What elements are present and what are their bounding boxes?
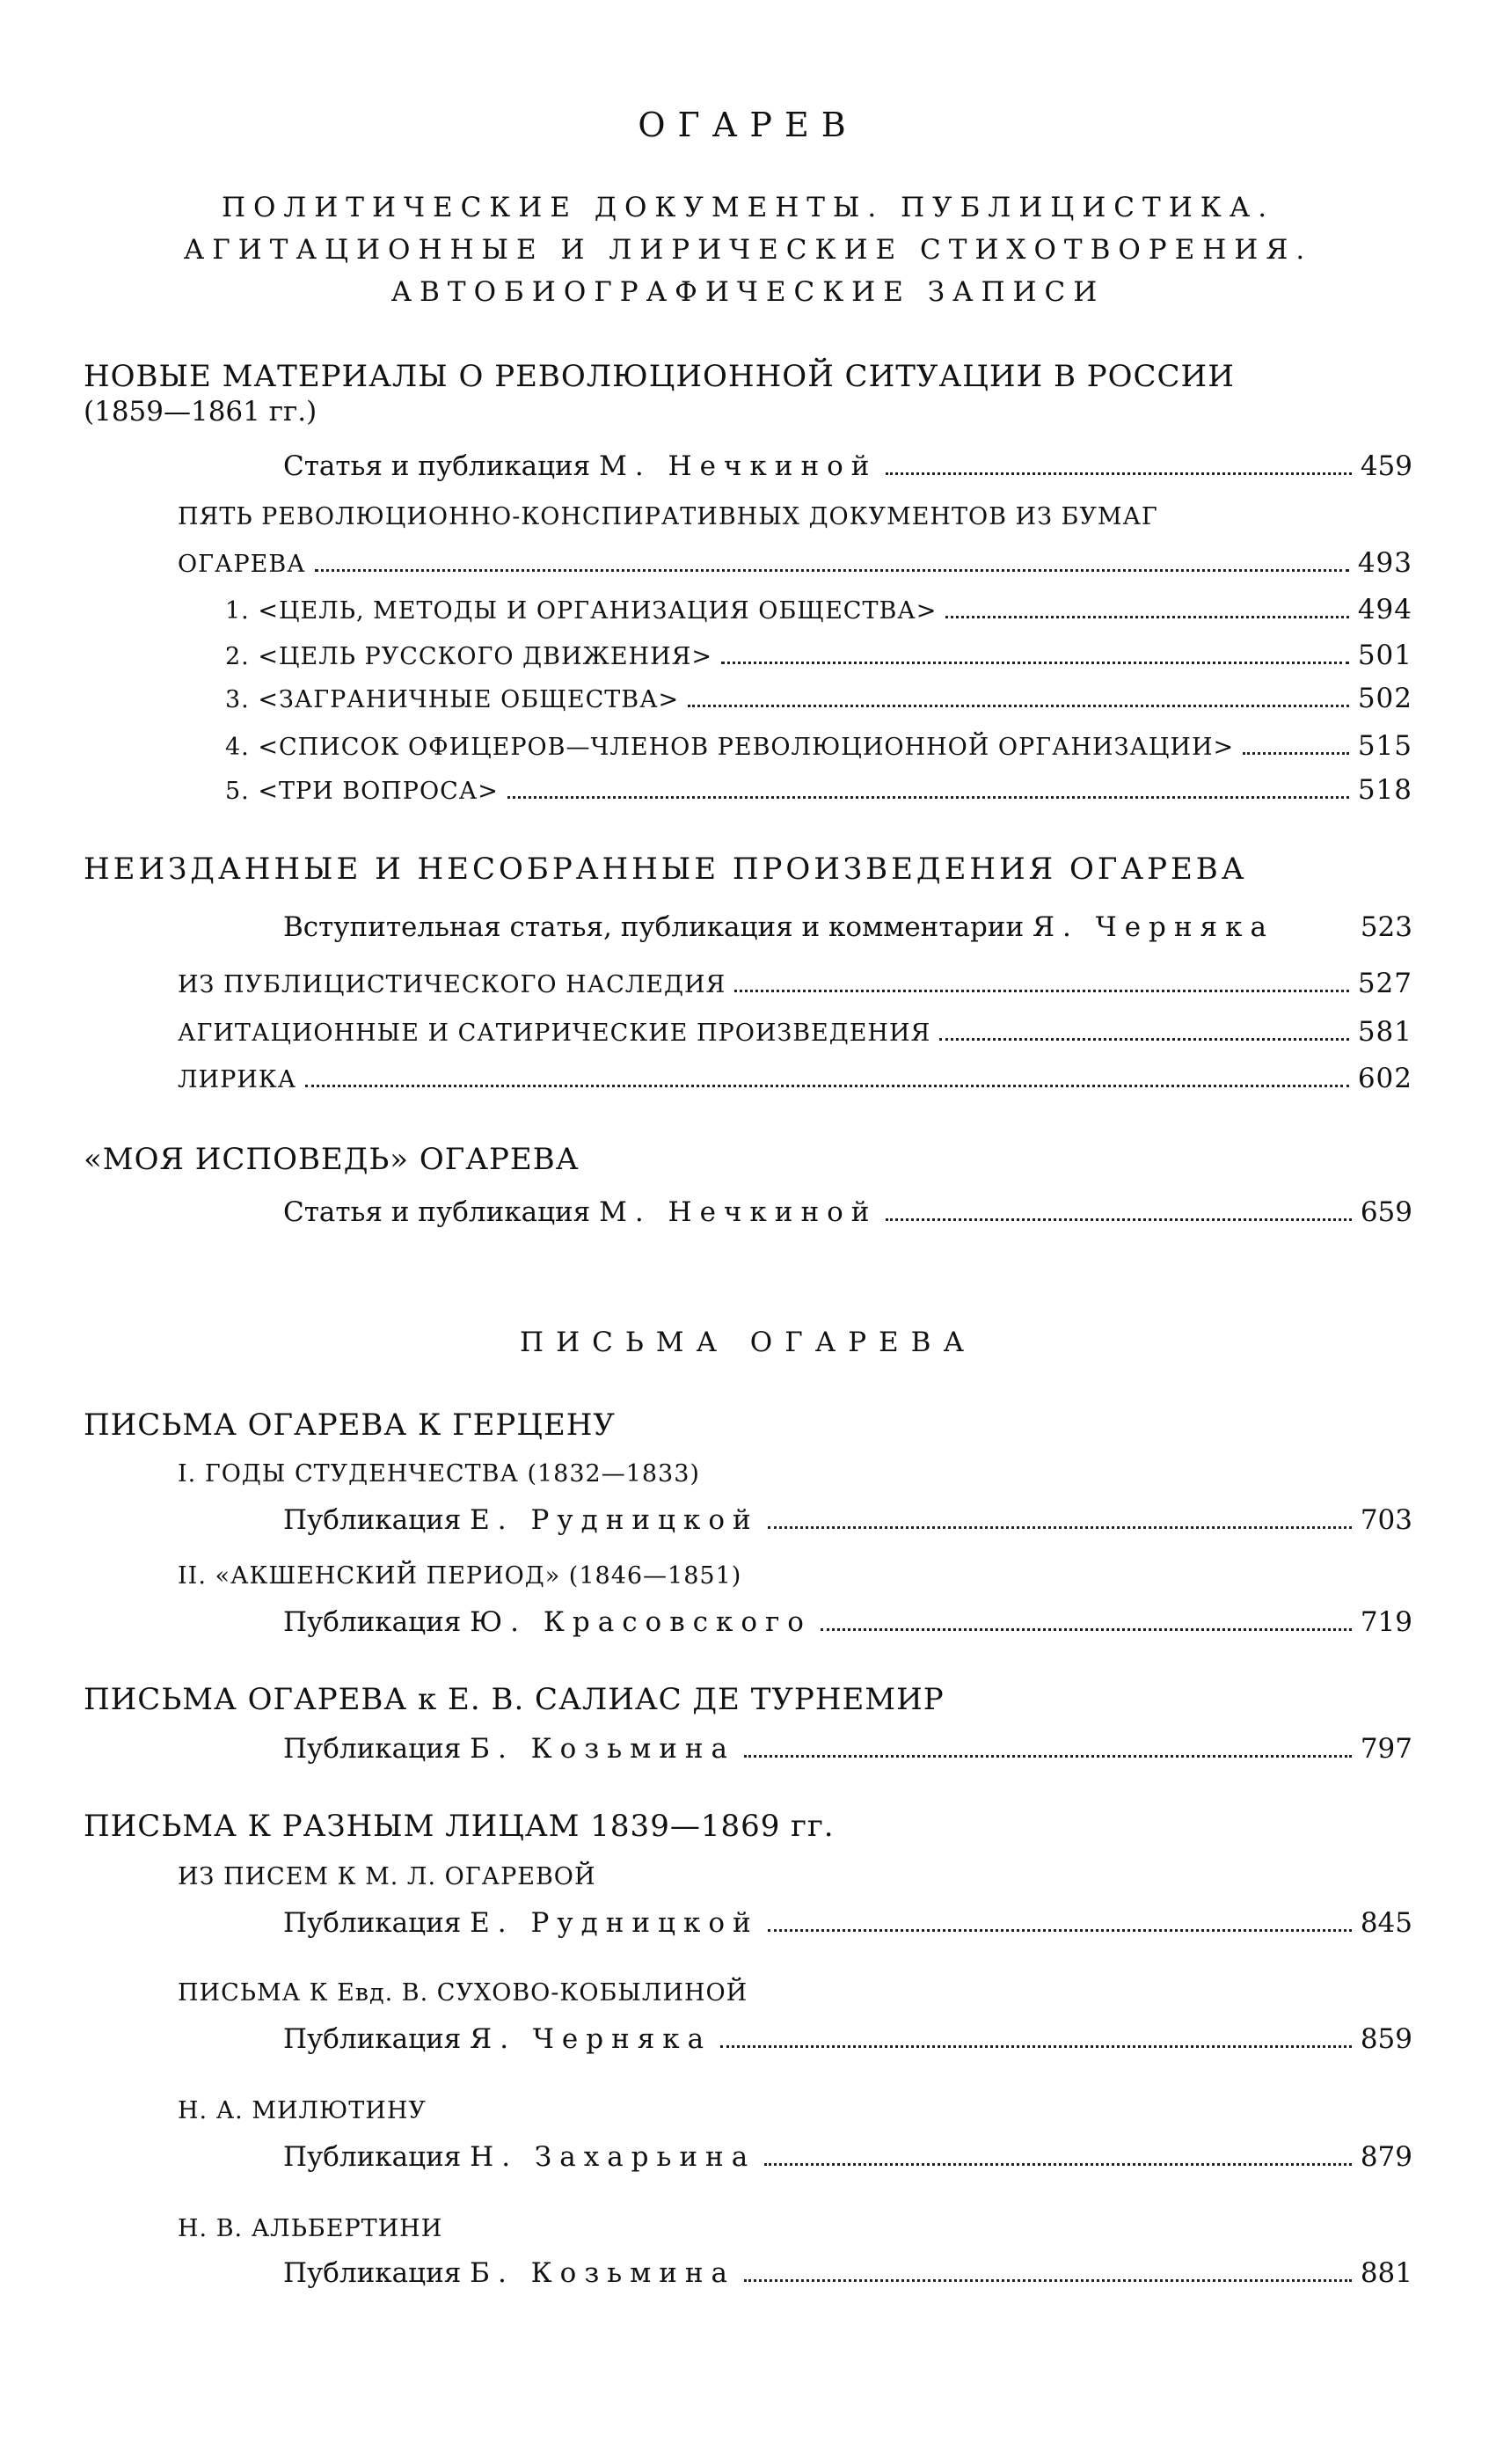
page-number: 859: [1360, 2023, 1412, 2055]
section-heading-revolutionary-situation: НОВЫЕ МАТЕРИАЛЫ О РЕВОЛЮЦИОННОЙ СИТУАЦИИ В РОССИИ: [84, 359, 1235, 394]
section-heading-letters-to-salias: ПИСЬМА ОГАРЕВА к Е. В. САЛИАС ДЕ ТУРНЕМИР: [84, 1682, 945, 1717]
toc-entry[interactable]: [178, 968, 1412, 999]
dot-leader: [821, 1628, 1352, 1631]
dot-leader: [886, 472, 1351, 475]
entry-author: Н. Захарьина: [470, 2141, 756, 2173]
subsection-heading: Н. В. АЛЬБЕРТИНИ: [178, 2215, 443, 2242]
toc-entry[interactable]: [283, 1504, 1412, 1536]
toc-entry[interactable]: [178, 547, 1412, 579]
entry-author: Б. Козьмина: [470, 1733, 736, 1765]
toc-entry[interactable]: [283, 450, 1412, 482]
subtitle-line-1: ПОЛИТИЧЕСКИЕ ДОКУМЕНТЫ. ПУБЛИЦИСТИКА.: [221, 192, 1275, 223]
entry-label: Публикация: [283, 1907, 462, 1939]
subsection-heading: I. ГОДЫ СТУДЕНЧЕСТВА (1832—1833): [178, 1460, 700, 1488]
entry-label: 4. <СПИСОК ОФИЦЕРОВ—ЧЛЕНОВ РЕВОЛЮЦИОННОЙ ОРГАНИЗАЦИИ>: [225, 734, 1235, 761]
toc-entry[interactable]: [283, 1907, 1412, 1939]
page-number: 797: [1360, 1733, 1412, 1765]
section-heading-my-confession: «МОЯ ИСПОВЕДЬ» ОГАРЕВА: [84, 1142, 580, 1177]
page-number: 659: [1360, 1196, 1412, 1228]
entry-label: ОГАРЕВА: [178, 551, 306, 578]
group-title-line-1: ПЯТЬ РЕВОЛЮЦИОННО-КОНСПИРАТИВНЫХ ДОКУМЕНТОВ ИЗ БУМАГ: [178, 503, 1158, 530]
page-number: 459: [1360, 450, 1412, 482]
dot-leader: [305, 1085, 1349, 1087]
dot-leader: [734, 990, 1349, 992]
entry-label: Публикация: [283, 2023, 462, 2055]
dot-leader: [315, 569, 1349, 572]
page-number: 879: [1360, 2141, 1412, 2173]
subtitle-line-2: АГИТАЦИОННЫЕ И ЛИРИЧЕСКИЕ СТИХОТВОРЕНИЯ.: [183, 234, 1313, 266]
page-number: 501: [1357, 640, 1412, 671]
dot-leader: [768, 1526, 1352, 1529]
dot-leader: [1243, 752, 1349, 755]
dot-leader: [688, 705, 1349, 707]
entry-label: Публикация: [283, 1733, 462, 1765]
entry-author: Е. Рудницкой: [470, 1907, 759, 1939]
entry-author: Я. Черняка: [1033, 911, 1274, 943]
toc-entry[interactable]: [283, 911, 1412, 943]
subsection-heading: Н. А. МИЛЮТИНУ: [178, 2097, 427, 2124]
dot-leader: [721, 662, 1349, 664]
toc-entry[interactable]: [283, 2141, 1412, 2173]
dot-leader: [744, 1755, 1352, 1758]
subsection-heading: ИЗ ПИСЕМ К М. Л. ОГАРЕВОЙ: [178, 1863, 596, 1890]
page-number: 581: [1357, 1016, 1412, 1048]
toc-entry[interactable]: [225, 594, 1412, 625]
toc-entry[interactable]: [178, 1016, 1412, 1048]
entry-label: Публикация: [283, 1606, 462, 1638]
toc-entry[interactable]: [225, 774, 1412, 806]
page-number: 881: [1360, 2257, 1412, 2289]
subsection-heading: ПИСЬМА К Евд. В. СУХОВО-КОБЫЛИНОЙ: [178, 1979, 748, 2007]
entry-label: 1. <ЦЕЛЬ, МЕТОДЫ И ОРГАНИЗАЦИЯ ОБЩЕСТВА>: [225, 597, 938, 625]
entry-author: Б. Козьмина: [470, 2257, 736, 2289]
page-number: 602: [1357, 1063, 1412, 1094]
entry-label: Статья и публикация: [283, 1196, 591, 1228]
entry-label: Публикация: [283, 1504, 462, 1536]
dot-leader: [744, 2279, 1352, 2282]
entry-label: Публикация: [283, 2141, 462, 2173]
page-number: 523: [1360, 911, 1412, 943]
toc-entry[interactable]: [283, 2257, 1412, 2289]
entry-label: 3. <ЗАГРАНИЧНЫЕ ОБЩЕСТВА>: [225, 686, 680, 713]
subsection-heading: II. «АКШЕНСКИЙ ПЕРИОД» (1846—1851): [178, 1562, 742, 1590]
page-number: 527: [1357, 968, 1412, 999]
entry-label: ЛИРИКА: [178, 1066, 297, 1093]
entry-author: Ю. Красовского: [470, 1606, 812, 1638]
toc-entry[interactable]: [225, 683, 1412, 714]
entry-label: Статья и публикация: [283, 450, 591, 482]
dot-leader: [720, 2045, 1352, 2048]
page-number: 518: [1357, 774, 1412, 806]
entry-author: Е. Рудницкой: [470, 1504, 759, 1536]
toc-entry[interactable]: [283, 1606, 1412, 1638]
page-number: 845: [1360, 1907, 1412, 1939]
dot-leader: [768, 1929, 1352, 1932]
entry-author: М. Нечкиной: [599, 1196, 878, 1228]
entry-author: Я. Черняка: [470, 2023, 712, 2055]
page-number: 515: [1357, 730, 1412, 762]
page-number: 703: [1360, 1504, 1412, 1536]
entry-label: Вступительная статья, публикация и комментарии: [283, 911, 1025, 943]
dot-leader: [939, 1038, 1349, 1041]
dot-leader: [945, 616, 1348, 618]
section-heading-years: (1859—1861 гг.): [84, 396, 317, 428]
letters-title: ПИСЬМА ОГАРЕВА: [520, 1327, 976, 1358]
page-title: ОГАРЕВ: [638, 106, 858, 144]
entry-label: АГИТАЦИОННЫЕ И САТИРИЧЕСКИЕ ПРОИЗВЕДЕНИЯ: [178, 1020, 931, 1047]
entry-label: 2. <ЦЕЛЬ РУССКОГО ДВИЖЕНИЯ>: [225, 643, 713, 670]
toc-entry[interactable]: [178, 1063, 1412, 1094]
entry-label: 5. <ТРИ ВОПРОСА>: [225, 778, 499, 805]
toc-entry[interactable]: [283, 2023, 1412, 2055]
section-heading-letters-to-herzen: ПИСЬМА ОГАРЕВА К ГЕРЦЕНУ: [84, 1407, 616, 1443]
dot-leader: [507, 796, 1349, 799]
toc-entry[interactable]: [283, 1733, 1412, 1765]
entry-label: ИЗ ПУБЛИЦИСТИЧЕСКОГО НАСЛЕДИЯ: [178, 971, 726, 998]
toc-entry[interactable]: [225, 730, 1412, 762]
toc-entry[interactable]: [283, 1196, 1412, 1228]
page-number: 494: [1357, 594, 1412, 625]
section-heading-letters-to-various: ПИСЬМА К РАЗНЫМ ЛИЦАМ 1839—1869 гг.: [84, 1809, 835, 1844]
page-number: 493: [1357, 547, 1412, 579]
page-number: 502: [1357, 683, 1412, 714]
toc-entry[interactable]: [225, 640, 1412, 671]
dot-leader: [886, 1218, 1351, 1221]
page-number: 719: [1360, 1606, 1412, 1638]
dot-leader: [764, 2163, 1352, 2166]
entry-author: М. Нечкиной: [599, 450, 878, 482]
subtitle-line-3: АВТОБИОГРАФИЧЕСКИЕ ЗАПИСИ: [390, 276, 1106, 308]
section-heading-unpublished-works: НЕИЗДАННЫЕ И НЕСОБРАННЫЕ ПРОИЗВЕДЕНИЯ ОГАРЕВА: [84, 852, 1248, 887]
entry-label: Публикация: [283, 2257, 462, 2289]
